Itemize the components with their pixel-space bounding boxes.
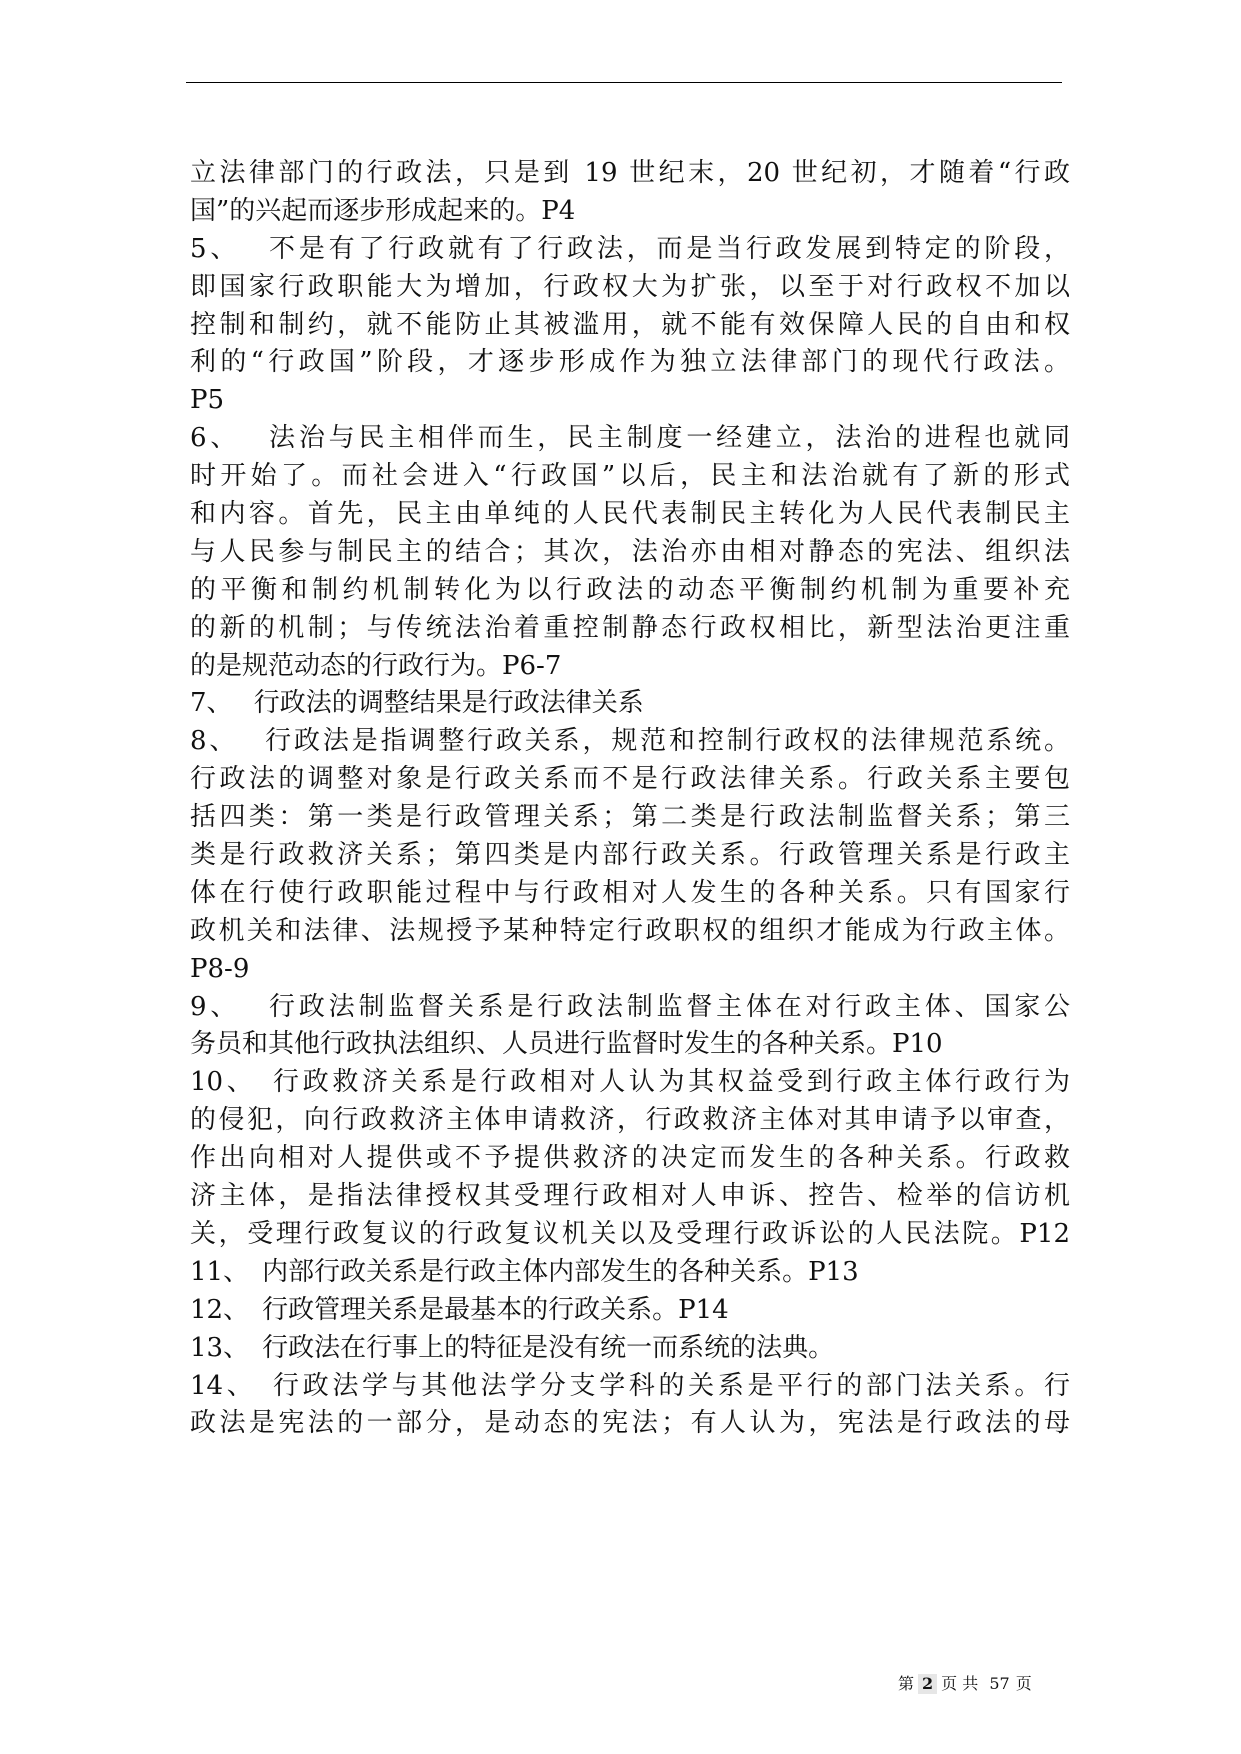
text-line: 关，受理行政复议的行政复议机关以及受理行政诉讼的人民法院。P12 xyxy=(190,1218,1070,1249)
text-line: 12、 行政管理关系是最基本的行政关系。P14 xyxy=(190,1294,729,1325)
text-line: 务员和其他行政执法组织、人员进行监督时发生的各种关系。P10 xyxy=(190,1029,943,1060)
footer-prefix: 第 xyxy=(898,1674,915,1693)
text-line: 作出向相对人提供或不予提供救济的决定而发生的各种关系。行政救 xyxy=(190,1143,1070,1174)
text-line: P8-9 xyxy=(190,953,250,984)
text-line: 的新的机制；与传统法治着重控制静态行政权相比，新型法治更注重 xyxy=(190,612,1070,643)
text-line: 的平衡和制约机制转化为以行政法的动态平衡制约机制为重要补充 xyxy=(190,574,1070,605)
text-line: 9、 行政法制监督关系是行政法制监督主体在对行政主体、国家公 xyxy=(190,991,1070,1022)
text-line: P5 xyxy=(190,385,225,416)
text-line: 7、 行政法的调整结果是行政法律关系 xyxy=(190,688,644,719)
text-line: 济主体，是指法律授权其受理行政相对人申诉、控告、检举的信访机 xyxy=(190,1181,1070,1212)
total-pages: 57 xyxy=(989,1674,1010,1693)
header-rule xyxy=(186,82,1062,83)
text-line: 的是规范动态的行政行为。P6-7 xyxy=(190,650,562,681)
page-footer xyxy=(898,1674,1032,1694)
text-line: 8、 行政法是指调整行政关系，规范和控制行政权的法律规范系统。 xyxy=(190,726,1070,757)
text-line: 控制和制约，就不能防止其被滥用，就不能有效保障人民的自由和权 xyxy=(190,309,1070,340)
text-line: 立法律部门的行政法，只是到 19 世纪末，20 世纪初，才随着“行政 xyxy=(190,158,1070,188)
text-line: 括四类：第一类是行政管理关系；第二类是行政法制监督关系；第三 xyxy=(190,802,1070,833)
text-line: 和内容。首先，民主由单纯的人民代表制民主转化为人民代表制民主 xyxy=(190,499,1070,530)
text-line: 11、 内部行政关系是行政主体内部发生的各种关系。P13 xyxy=(190,1256,859,1287)
text-line: 政法是宪法的一部分，是动态的宪法；有人认为，宪法是行政法的母 xyxy=(190,1408,1070,1439)
text-line: 行政法的调整对象是行政关系而不是行政法律关系。行政关系主要包 xyxy=(190,764,1070,795)
text-line: 10、 行政救济关系是行政相对人认为其权益受到行政主体行政行为 xyxy=(190,1067,1070,1098)
footer-suffix: 页 xyxy=(1015,1674,1032,1693)
text-line: 体在行使行政职能过程中与行政相对人发生的各种关系。只有国家行 xyxy=(190,877,1070,908)
text-line: 国”的兴起而逐步形成起来的。P4 xyxy=(190,195,576,226)
text-line: 与人民参与制民主的结合；其次，法治亦由相对静态的宪法、组织法 xyxy=(190,536,1070,567)
current-page-number: 2 xyxy=(918,1674,937,1694)
text-line: 5、 不是有了行政就有了行政法，而是当行政发展到特定的阶段， xyxy=(190,233,1070,264)
text-line: 即国家行政职能大为增加，行政权大为扩张，以至于对行政权不加以 xyxy=(190,271,1070,302)
text-line: 的侵犯，向行政救济主体申请救济，行政救济主体对其申请予以审查， xyxy=(190,1105,1070,1136)
text-line: 政机关和法律、法规授予某种特定行政职权的组织才能成为行政主体。 xyxy=(190,915,1070,946)
text-line: 13、 行政法在行事上的特征是没有统一而系统的法典。 xyxy=(190,1332,835,1363)
text-line: 14、 行政法学与其他法学分支学科的关系是平行的部门法关系。行 xyxy=(190,1370,1070,1401)
document-body xyxy=(190,155,1070,1443)
text-line: 6、 法治与民主相伴而生，民主制度一经建立，法治的进程也就同 xyxy=(190,423,1070,454)
text-line: 类是行政救济关系；第四类是内部行政关系。行政管理关系是行政主 xyxy=(190,840,1070,871)
footer-mid: 页 共 xyxy=(941,1674,979,1693)
text-line: 时开始了。而社会进入“行政国”以后，民主和法治就有了新的形式 xyxy=(190,461,1070,492)
text-line: 利的“行政国”阶段，才逐步形成作为独立法律部门的现代行政法。 xyxy=(190,347,1070,378)
